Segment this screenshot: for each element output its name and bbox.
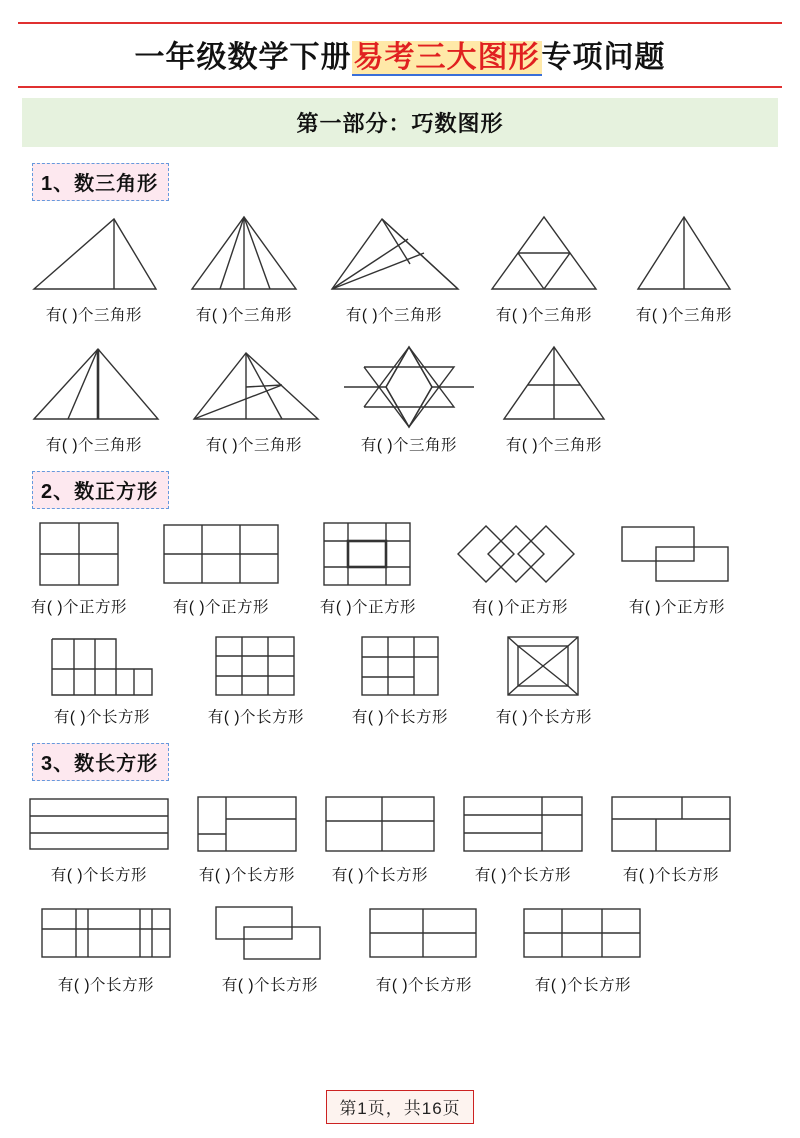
figure-caption: 有( )个长方形 [221,977,319,994]
figure-cell [308,517,428,617]
figure-caption: 有( )个正方形 [471,599,569,616]
figure-cell [324,209,464,325]
figure-cell [350,631,450,727]
figure-cell [206,631,306,727]
figure-cell [320,789,440,885]
square-grid-2x2 [24,517,134,591]
rect-cross-split [364,899,484,969]
figure-caption: 有( )个长方形 [331,867,429,884]
figure-cell [156,517,286,617]
triangle-figure-3 [324,209,464,299]
square-overlap-grid [308,517,428,591]
figure-caption: 有( )个长方形 [198,867,296,884]
triangle-figure-2 [184,209,304,299]
grid-partial-figure [350,631,450,701]
rect-mixed-split [458,789,588,859]
figure-caption: 有( )个长方形 [57,977,155,994]
figure-caption: 有( )个正方形 [30,599,128,616]
figure-row-rectangles-2 [18,899,782,995]
figure-cell [612,517,742,617]
diamond-chain-figure [450,517,590,591]
figure-cell [24,209,164,325]
worksheet-page [0,22,800,1138]
figure-cell [364,899,484,995]
square-grid-3x2 [156,517,286,591]
figure-caption: 有( )个三角形 [495,307,593,324]
figure-cell [184,209,304,325]
figure-cell [344,339,474,455]
subheading-count-squares: 2、数正方形 [32,471,169,509]
page-title-block [18,22,782,88]
figure-caption: 有( )个三角形 [635,307,733,324]
subheading-count-triangles: 1、数三角形 [32,163,169,201]
title-highlight: 易考三大图形 [353,41,540,74]
figure-cell [518,899,648,995]
rect-stair-split [606,789,736,859]
figure-caption: 有( )个长方形 [53,709,151,726]
figure-cell [484,209,604,325]
figure-cell [42,631,162,727]
figure-caption: 有( )个三角形 [505,437,603,454]
figure-row-squares-2 [18,631,782,727]
page-number-badge: 第1页，共16页 [326,1090,473,1124]
triangle-figure-7 [184,339,324,429]
triangle-figure-6 [24,339,164,429]
figure-cell [450,517,590,617]
figure-caption: 有( )个长方形 [474,867,572,884]
figure-caption: 有( )个三角形 [360,437,458,454]
two-overlapping-rects [612,517,742,591]
section-banner: 第一部分：巧数图形 [22,98,778,147]
figure-caption: 有( )个三角形 [345,307,443,324]
l-shape-grid [42,631,162,701]
figure-cell [494,631,594,727]
figure-cell [24,789,174,885]
figure-caption: 有( )个长方形 [351,709,449,726]
figure-caption: 有( )个三角形 [195,307,293,324]
figure-cell [24,339,164,455]
figure-row-squares-1 [18,517,782,617]
figure-cell [184,339,324,455]
figure-cell [458,789,588,885]
rect-left-column-split [192,789,302,859]
grid-3x3-figure [206,631,306,701]
figure-cell [192,789,302,885]
figure-caption: 有( )个正方形 [172,599,270,616]
figure-caption: 有( )个三角形 [45,307,143,324]
figure-caption: 有( )个长方形 [207,709,305,726]
page-title [18,32,782,76]
figure-caption: 有( )个长方形 [375,977,473,994]
figure-row-rectangles-1 [18,789,782,885]
figure-caption: 有( )个长方形 [50,867,148,884]
title-part-1: 一年级数学下册 [134,41,352,74]
figure-cell [210,899,330,995]
figure-row-triangles-2 [18,339,782,455]
figure-caption: 有( )个三角形 [45,437,143,454]
rect-grid-3x2 [518,899,648,969]
figure-caption: 有( )个正方形 [319,599,417,616]
page-footer [0,1090,800,1124]
figure-cell [624,209,744,325]
triangle-figure-8 [494,339,614,429]
star-figure [344,339,474,429]
square-with-diagonals [494,631,594,701]
subheading-count-rectangles: 3、数长方形 [32,743,169,781]
figure-cell [36,899,176,995]
rect-split-horizontal [24,789,174,859]
rect-four-column-split [36,899,176,969]
figure-caption: 有( )个正方形 [628,599,726,616]
figure-cell [494,339,614,455]
rect-top-split [320,789,440,859]
two-offset-rects [210,899,330,969]
triangle-figure-5 [624,209,744,299]
triangle-figure-4 [484,209,604,299]
title-part-2: 专项问题 [541,41,666,74]
figure-row-triangles-1 [18,209,782,325]
figure-cell [606,789,736,885]
figure-caption: 有( )个长方形 [622,867,720,884]
figure-cell [24,517,134,617]
triangle-figure-1 [24,209,164,299]
figure-caption: 有( )个三角形 [205,437,303,454]
figure-caption: 有( )个长方形 [495,709,593,726]
figure-caption: 有( )个长方形 [534,977,632,994]
